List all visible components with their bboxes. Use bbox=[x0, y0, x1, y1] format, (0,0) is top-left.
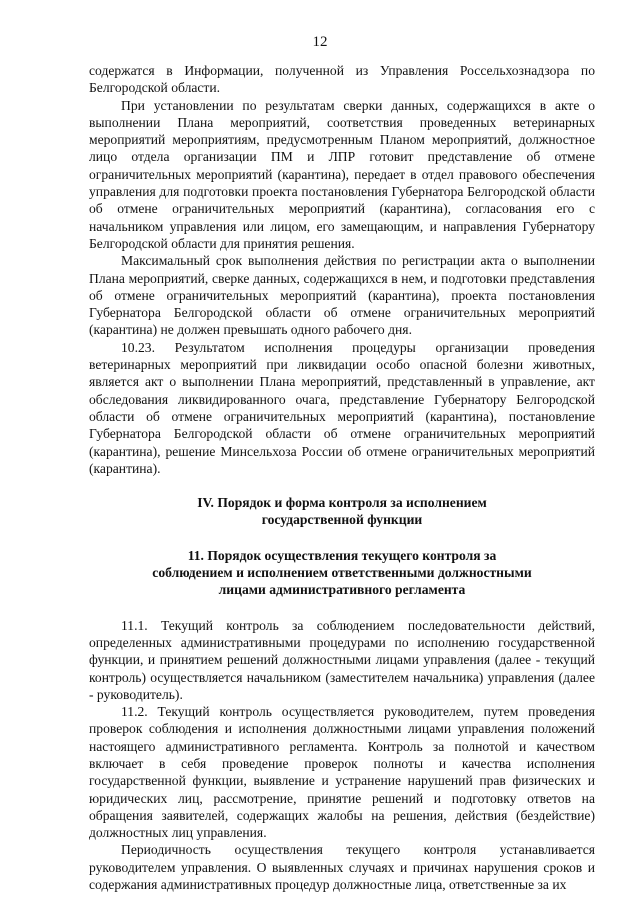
section-iv-heading-line1: IV. Порядок и форма контроля за исполнением bbox=[197, 495, 487, 511]
paragraph-max-term: Максимальный срок выполнения действия по регистрации акта о выполнении Плана мероприятий, сверке данных, содержащихся в нем, и подготовки представления об отмене ограничительных мероприятий (карантина), проекта постановления Губернатора Белгородской области об отмене ограничительных мероприятий (карантина) не должен превышать одного рабочего дня. bbox=[89, 253, 595, 338]
section-11-heading-line2: соблюдением и исполнением ответственными должностными bbox=[152, 565, 532, 581]
section-iv-heading-line2: государственной функции bbox=[261, 512, 423, 528]
spacer bbox=[89, 477, 595, 494]
section-11-heading-line3: лицами административного регламента bbox=[218, 582, 466, 598]
paragraph-11-2: 11.2. Текущий контроль осуществляется руководителем, путем проведения проверок соблюдения и исполнения должностными лицами управления положений настоящего административного регламента. Контроль за полнотой и качеством включает в себя проведение проверок полноты и качества исполнения государственной функции, выявление и устранение нарушений прав физических и юридических лиц, рассмотрение, принятие решений и подготовку ответов на обращения заявителей, содержащих жалобы на решения, действия (бездействие) должностных лиц управления. bbox=[89, 704, 595, 841]
paragraph-10-23: 10.23. Результатом исполнения процедуры организации проведения ветеринарных мероприятий при ликвидации особо опасной болезни животных, является акт о выполнении Плана мероприятий, представленный в управление, акт обследования ликвидированного очага, представление Губернатору Белгородской области об отмене ограничительных мероприятий (карантина), постановление Губернатора Белгородской области об отмене ограничительных мероприятий (карантина), решение Минсельхоза России об отмене ограничительных мероприятий (карантина). bbox=[89, 339, 595, 476]
paragraph-verification: При установлении по результатам сверки данных, содержащихся в акте о выполнении Плана мероприятий, соответствия проведенных ветеринарных мероприятий мероприятиям, предусмотренным Планом мероприятий, должностное лицо отдела организации ПМ и ЛПР готовит представление об отмене ограничительных мероприятий (карантина), передает в отдел правового обеспечения управления для подготовки проекта постановления Губернатора Белгородской области об отмене ограничительных мероприятий (карантина), согласования его с начальником управления или лицом, его замещающим, и направления Губернатору Белгородской области для принятия решения. bbox=[89, 97, 595, 251]
paragraph-11-1: 11.1. Текущий контроль за соблюдением последовательности действий, определенных административными процедурами по исполнению государственной функции, и принятием решений должностными лицами управления (далее - текущий контроль) осуществляется начальником (заместителем начальника) управления (далее - руководитель). bbox=[89, 617, 595, 702]
paragraph-periodicity: Периодичность осуществления текущего контроля устанавливается руководителем управления. О выявленных случаях и причинах нарушения сроков и содержания административных процедур должностные лица, ответственные за их bbox=[89, 842, 595, 893]
paragraph-continuation: содержатся в Информации, полученной из Управления Россельхознадзора по Белгородской области. bbox=[89, 63, 595, 96]
page-number: 12 bbox=[312, 34, 328, 50]
document-body bbox=[89, 62, 595, 893]
section-11-heading-line1: 11. Порядок осуществления текущего контроля за bbox=[187, 547, 497, 563]
spacer bbox=[89, 599, 595, 617]
spacer bbox=[89, 529, 595, 547]
